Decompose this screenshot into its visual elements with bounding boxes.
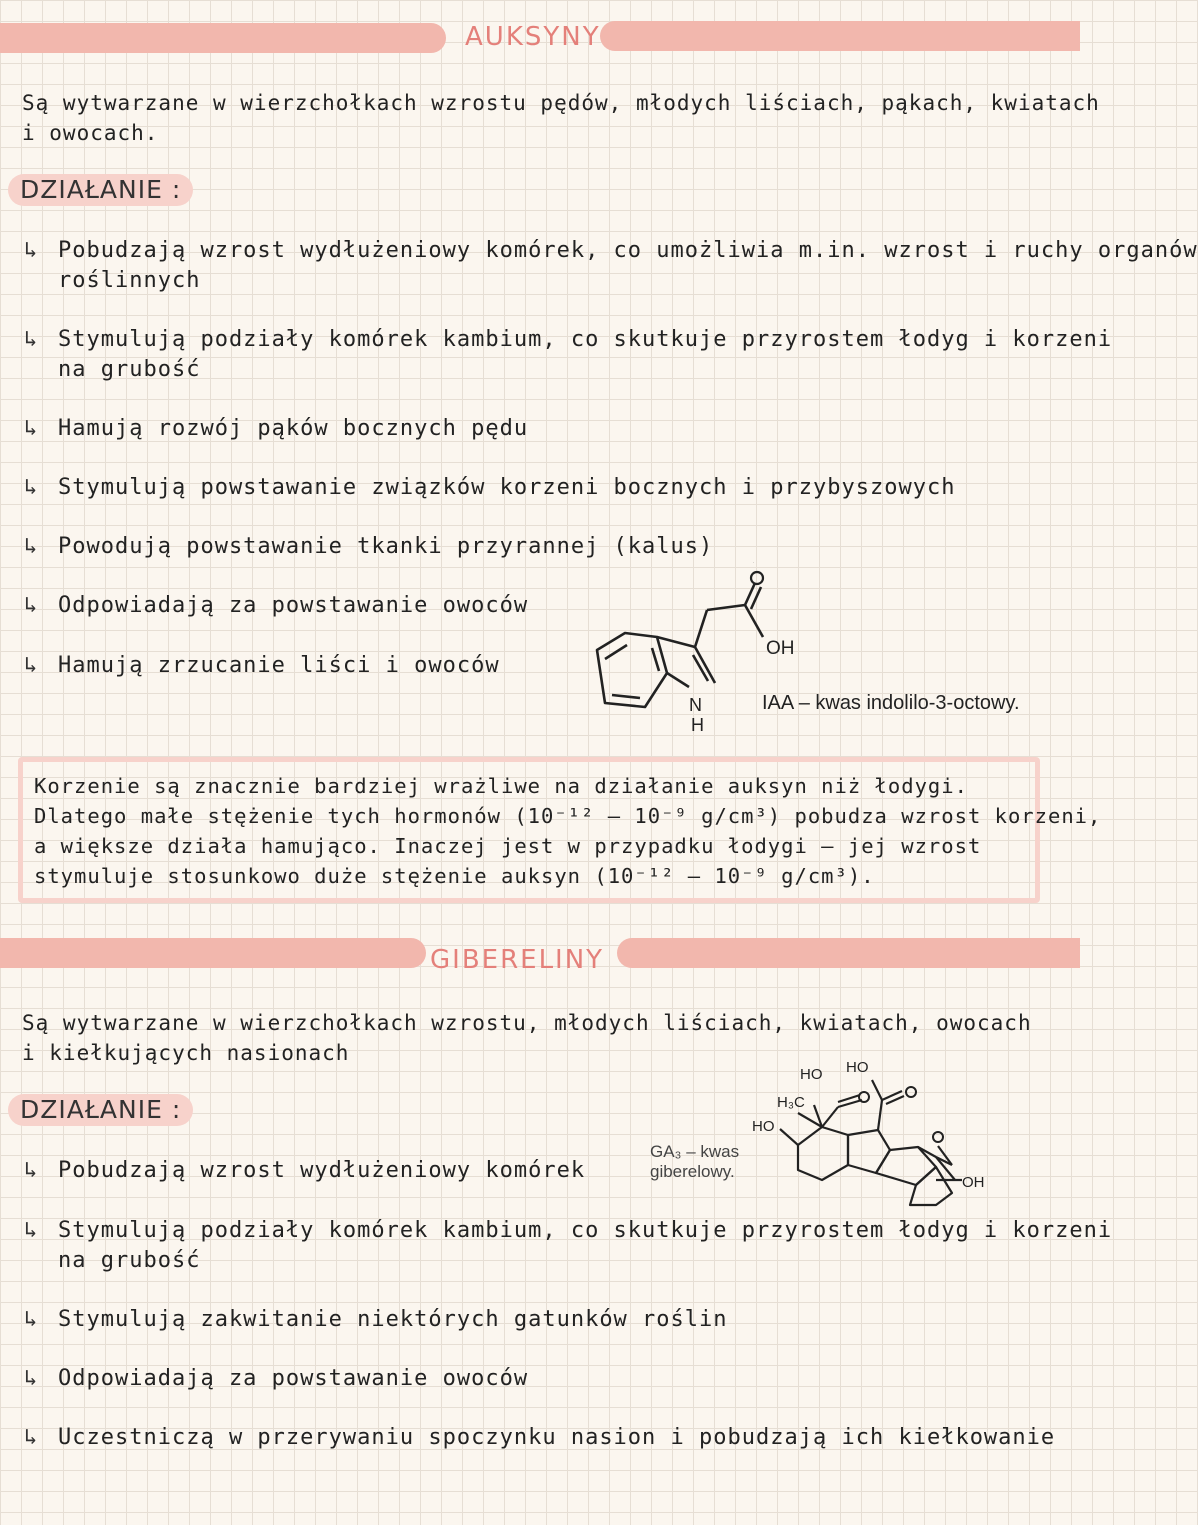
iaa-oxygen-label: O (753, 563, 754, 564)
arrow-icon: ↳ (24, 534, 39, 559)
ga3-structure-diagram (740, 1055, 1000, 1215)
gibberellins-header-band-left (0, 938, 426, 968)
ga3-methyl-label: H₃C (777, 1094, 805, 1111)
gibberellins-action-label: DZIAŁANIE : (8, 1094, 193, 1126)
iaa-caption: IAA – kwas indolilo-3-octowy. (762, 692, 1020, 714)
gibberellins-heading: GIBERELINY (430, 945, 605, 975)
auxins-header-band-right (600, 21, 1080, 51)
arrow-icon: ↳ (24, 416, 39, 441)
iaa-hydrogen-label: H (691, 715, 704, 735)
auxins-header-band-left (0, 23, 446, 53)
iaa-nitrogen-label: N (689, 695, 702, 715)
arrow-icon: ↳ (24, 238, 39, 263)
auxins-heading: AUKSYNY (465, 22, 601, 52)
arrow-icon: ↳ (24, 1158, 39, 1183)
ga3-caption: GA₃ – kwas giberelowy. (650, 1142, 740, 1181)
auxin-note-text: Korzenie są znacznie bardziej wrażliwe na działanie auksyn niż łodygi. Dlatego małe stężenie tych hormonów (10⁻¹² – 10⁻⁹ g/cm³) pobudza wzrost korzeni, a większe działa hamująco. Inaczej jest w przypadku łodygi – jej wzrost stymuluje stosunkowo duże stężenie auksyn (10⁻¹² – 10⁻⁹ g/cm³). (34, 774, 1102, 888)
ga3-hydroxyl-label: HO (800, 1066, 823, 1083)
arrow-icon: ↳ (24, 475, 39, 500)
arrow-icon: ↳ (24, 327, 39, 352)
ga3-acid-hydroxyl-label: OH (962, 1174, 985, 1191)
arrow-icon: ↳ (24, 1218, 39, 1243)
auxins-intro (22, 88, 1100, 148)
auxins-intro-line: Są wytwarzane w wierzchołkach wzrostu pędów, młodych liściach, pąkach, kwiatach (22, 91, 1100, 115)
iaa-hydroxyl-label: OH (766, 638, 795, 659)
gibberellins-header-band-right (617, 938, 1080, 968)
arrow-icon: ↳ (24, 593, 39, 618)
iaa-oxygen-ring (751, 572, 763, 584)
auxins-intro-line: i owocach. (22, 121, 159, 145)
arrow-icon: ↳ (24, 1366, 39, 1391)
auxins-action-label: DZIAŁANIE : (8, 174, 193, 206)
arrow-icon: ↳ (24, 1307, 39, 1332)
ga3-hydroxyl-label: HO (846, 1059, 869, 1076)
arrow-icon: ↳ (24, 653, 39, 678)
arrow-icon: ↳ (24, 1425, 39, 1450)
ga3-hydroxyl-label: HO (752, 1118, 775, 1135)
gibberellins-intro: Są wytwarzane w wierzchołkach wzrostu, młodych liściach, kwiatach, owocach i kiełkujących nasionach (22, 1011, 1032, 1065)
